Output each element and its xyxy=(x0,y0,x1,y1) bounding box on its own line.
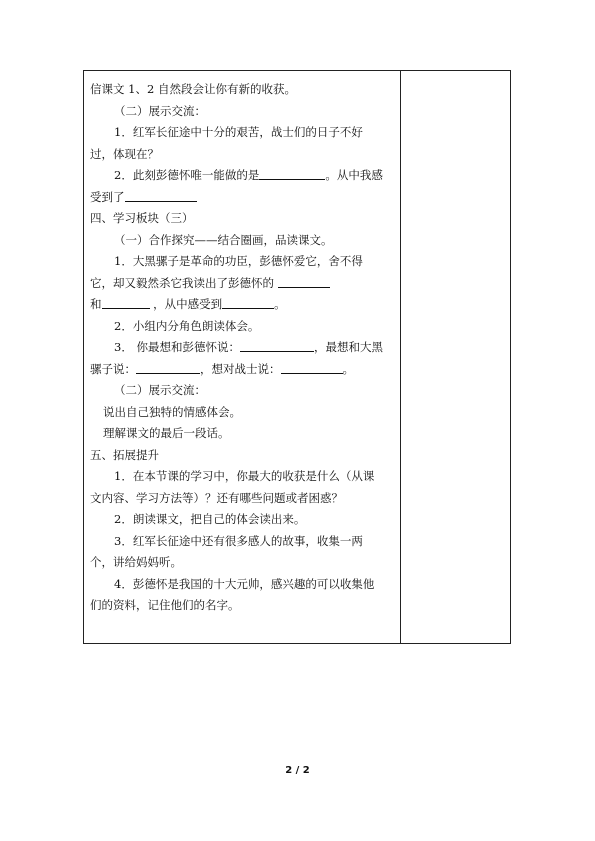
fill-blank[interactable] xyxy=(102,296,150,309)
text-line: 3．红军长征途中还有很多感人的故事，收集一两 xyxy=(114,533,363,548)
text-line: 1．红军长征途中十分的艰苦，战士们的日子不好 xyxy=(114,125,363,139)
text-line xyxy=(90,187,396,209)
text-line xyxy=(90,359,396,381)
fill-blank[interactable] xyxy=(125,189,197,202)
text-line: 2．小组内分角色朗读体会。 xyxy=(114,318,260,333)
text-line: 1．在本节课的学习中，你最大的收获是什么（从课 xyxy=(114,469,375,483)
lesson-table xyxy=(83,70,511,644)
text-fragment: 。从中我感 xyxy=(325,168,383,182)
text-line xyxy=(90,294,396,316)
text-fragment: ，最想和大黑 xyxy=(313,340,383,354)
text-fragment: 和 xyxy=(90,297,102,311)
section-heading: 五、拓展提升 xyxy=(90,447,159,462)
fill-blank[interactable] xyxy=(278,275,330,288)
text-line: 文内容、学习方法等）？还有哪些问题或者困惑？ xyxy=(90,490,343,505)
text-line: 过，体现在？ xyxy=(90,146,159,161)
text-line: 4．彭德怀是我国的十大元帅，感兴趣的可以收集他 xyxy=(114,576,375,591)
text-line xyxy=(90,165,396,187)
section-heading: （一）合作探究——结合圈画，品读课文。 xyxy=(114,232,333,247)
fill-blank[interactable] xyxy=(281,361,343,374)
text-fragment: 3． 你最想和彭德怀说： xyxy=(114,340,240,354)
text-line: 信课文 1、2 自然段会让你有新的收获。 xyxy=(90,82,296,96)
fill-blank[interactable] xyxy=(222,296,274,309)
fill-blank[interactable] xyxy=(240,339,314,352)
text-fragment: 受到了 xyxy=(90,189,125,204)
text-line: 理解课文的最后一段话。 xyxy=(103,426,230,440)
text-fragment: ，想对战士说： xyxy=(200,361,281,376)
text-fragment: 2．此刻彭德怀唯一能做的是 xyxy=(114,168,260,182)
section-heading: 四、学习板块（三） xyxy=(90,211,194,225)
text-line: 1．大黑骡子是革命的功臣，彭德怀爱它，舍不得 xyxy=(114,254,363,268)
page-number: 2 / 2 xyxy=(285,765,310,776)
section-heading: （二）展示交流： xyxy=(114,103,206,118)
section-heading: （二）展示交流： xyxy=(114,383,206,397)
text-line xyxy=(90,337,396,359)
text-fragment: 。 xyxy=(274,297,286,311)
text-line: 个，讲给妈妈听。 xyxy=(90,555,182,569)
lesson-content xyxy=(90,79,396,617)
column-divider xyxy=(400,71,401,643)
fill-blank[interactable] xyxy=(259,167,325,180)
text-fragment: ，从中感受到 xyxy=(153,297,223,311)
fill-blank[interactable] xyxy=(136,361,200,374)
text-line xyxy=(90,273,396,295)
text-line: 说出自己独特的情感体会。 xyxy=(103,404,241,419)
text-fragment: 骡子说： xyxy=(90,361,136,376)
text-line: 2．朗读课文，把自己的体会读出来。 xyxy=(114,512,306,526)
text-fragment: 。 xyxy=(342,361,354,376)
text-line: 们的资料，记住他们的名字。 xyxy=(90,598,240,612)
text-fragment: 它，却又毅然杀它我读出了彭德怀的 xyxy=(90,275,274,290)
